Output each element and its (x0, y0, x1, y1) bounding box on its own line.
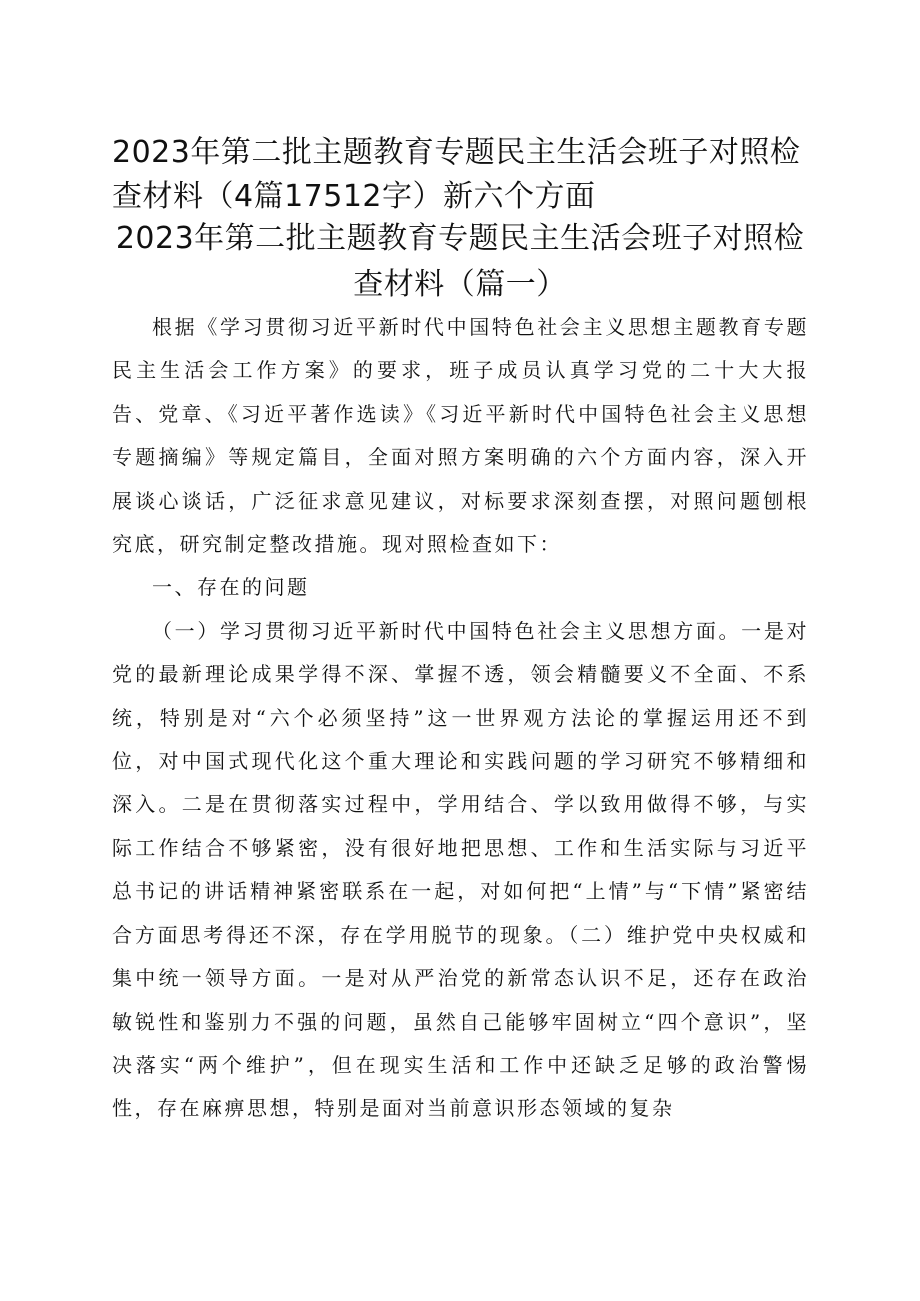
chapter-title: 2023年第二批主题教育专题民主生活会班子对照检查材料（篇一） (115, 221, 805, 302)
intro-paragraph: 根据《学习贯彻习近平新时代中国特色社会主义思想主题教育专题民主生活会工作方案》的要求，班子成员认真学习党的二十大大报告、党章、《习近平著作选读》《习近平新时代中国特色社会主义思想专题摘编》等规定篇目，全面对照方案明确的六个方面内容，深入开展谈心谈话，广泛征求意见建议，对标要求深刻查摆，对照问题刨根究底，研究制定整改措施。现对照检查如下： (112, 315, 809, 557)
document-body (112, 306, 809, 1131)
document-title: 2023年第二批主题教育专题民主生活会班子对照检查材料（4篇17512字）新六个方面 (112, 135, 801, 214)
section-heading: 一、存在的问题 (152, 575, 310, 600)
problems-paragraph: （一）学习贯彻习近平新时代中国特色社会主义思想方面。一是对党的最新理论成果学得不深、掌握不透，领会精髓要义不全面、不系统，特别是对“六个必须坚持”这一世界观方法论的掌握运用还不到位，对中国式现代化这个重大理论和实践问题的学习研究不够精细和深入。二是在贯彻落实过程中，学用结合、学以致用做得不够，与实际工作结合不够紧密，没有很好地把思想、工作和生活实际与习近平总书记的讲话精神紧密联系在一起，对如何把“上情”与“下情”紧密结合方面思考得还不深，存在学用脱节的现象。（二）维护党中央权威和集中统一领导方面。一是对从严治党的新常态认识不足，还存在政治敏锐性和鉴别力不强的问题，虽然自己能够牢固树立“四个意识”，坚决落实“两个维护”，但在现实生活和工作中还缺乏足够的政治警惕性，存在麻痹思想，特别是面对当前意识形态领域的复杂 (112, 618, 809, 1121)
